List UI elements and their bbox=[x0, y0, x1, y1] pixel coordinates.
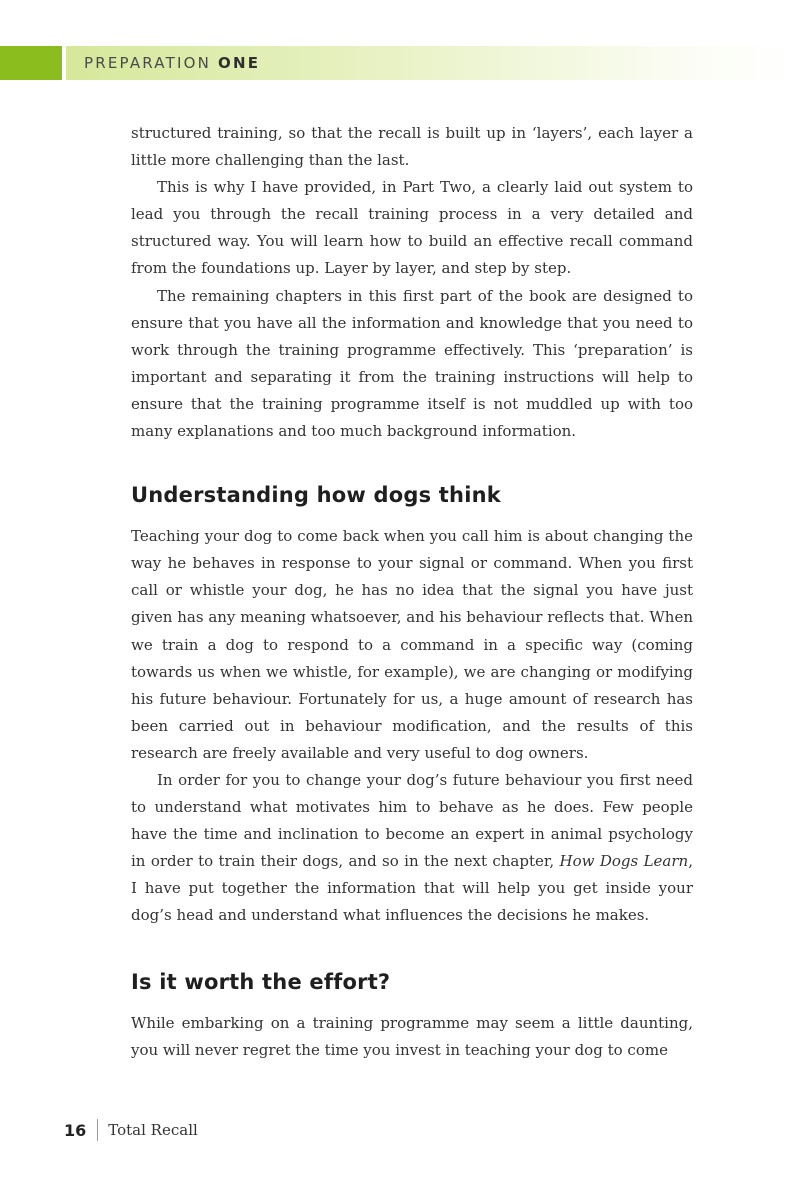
book-chapter-title: How Dogs Learn bbox=[559, 852, 689, 871]
heading-understanding-dogs: Understanding how dogs think bbox=[131, 483, 501, 508]
section-word: PREPARATION bbox=[84, 54, 212, 72]
footer-divider bbox=[97, 1119, 98, 1141]
section-label bbox=[84, 54, 260, 72]
header-color-block bbox=[0, 46, 62, 80]
paragraph-6: While embarking on a training programme may seem a little daunting, you will never regret the time you invest in teaching your dog to come bbox=[131, 1013, 693, 1059]
book-title: Total Recall bbox=[108, 1121, 198, 1139]
paragraph-3: The remaining chapters in this first part of the book are designed to ensure that you have all the information and knowledge that you need to work through the training programme effectively. This ‘preparation’ is important and separating it from the training instructions will help to ensure that the training programme itself is not muddled up with too many explanations and too much background information. bbox=[131, 286, 693, 441]
page-number: 16 bbox=[64, 1120, 87, 1140]
page-body bbox=[131, 120, 693, 1064]
paragraph-5-text-a: In order for you to change your dog’s future behaviour you first need to understand what motivates him to behave as he does. Few people have the time and inclination to become an expert in animal psychology in order to train their dogs, and so in the next chapter, bbox=[131, 770, 693, 871]
page-footer bbox=[64, 1118, 198, 1142]
section-number: ONE bbox=[218, 54, 261, 72]
paragraph-4: Teaching your dog to come back when you call him is about changing the way he behaves in response to your signal or command. When you first call or whistle your dog, he has no idea that the signal you have just given has any meaning whatsoever, and his behaviour reflects that. When we train a dog to respond to a command in a specific way (coming towards us when we whistle, for example), we are changing or modifying his future behaviour. Fortunately for us, a huge amount of research has been carried out in behaviour modification, and the results of this research are freely available and very useful to dog owners. bbox=[131, 527, 693, 762]
paragraph-1: structured training, so that the recall is built up in ‘layers’, each layer a little more challenging than the last. bbox=[131, 124, 693, 170]
paragraph-2: This is why I have provided, in Part Two, a clearly laid out system to lead you through the recall training process in a very detailed and structured way. You will learn how to build an effective recall command from the foundations up. Layer by layer, and step by step. bbox=[131, 178, 693, 278]
paragraph-5-text-b: , I have put together the information that will help you get inside your dog’s head and understand what influences the decisions he makes. bbox=[131, 852, 693, 925]
header-bar bbox=[66, 46, 800, 80]
running-header bbox=[0, 46, 800, 80]
heading-worth-effort: Is it worth the effort? bbox=[131, 969, 391, 994]
paragraph-5 bbox=[131, 767, 693, 930]
